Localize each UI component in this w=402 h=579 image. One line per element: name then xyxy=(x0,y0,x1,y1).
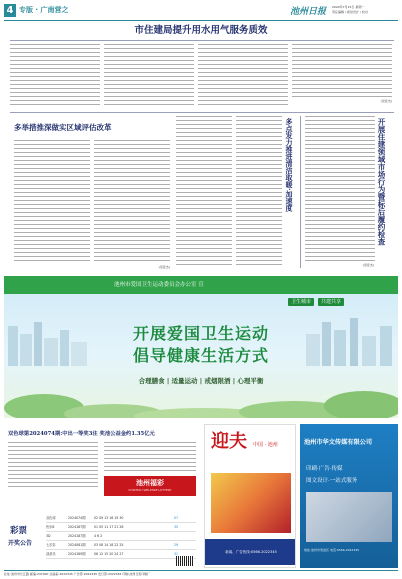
ad-image xyxy=(211,473,291,533)
main-article-col-3 xyxy=(198,44,288,106)
main-article-col-4 xyxy=(292,44,392,98)
lottery-table xyxy=(46,514,196,559)
footer-text: 社址:池州市长江路 邮编:247000 总编室:2022345 广告部:2022345 发行部:2022345 印刷:池州日报印刷厂 xyxy=(4,572,151,576)
lottery-logo-sub: CHIZHOU WELFARE LOTTERY xyxy=(128,488,172,492)
ad-big-char: 迎夫 xyxy=(211,431,247,452)
center-vertical-title: 多点发力推进清洁取暖·加速度 xyxy=(285,118,294,212)
ad-line-1: 印刷·广告·传媒 xyxy=(306,466,343,472)
table-row: 快乐8 2024187期 01 05 11 17 21 26 35 xyxy=(46,523,196,532)
table-row: 双色球 2024074期 02 09 13 16 19 30 07 xyxy=(46,514,196,523)
right-article-byline: (吴佳杰) xyxy=(362,263,374,267)
main-article-title: 市住建局提升用水用气服务质效 xyxy=(134,25,268,36)
banner-headline-2: 倡导健康生活方式 xyxy=(132,346,269,365)
ad-footer: 地址:池州市贵池区 电话:0566-2022345 xyxy=(304,548,360,552)
section-divider-1 xyxy=(10,112,394,113)
ad-red-text: 中国 · 池州 xyxy=(253,442,278,448)
table-row: 3D 2024187期 4 6 2 xyxy=(46,532,196,541)
banner-badge-2: 共建共享 xyxy=(318,298,344,306)
center-article-col-2 xyxy=(236,116,282,266)
masthead xyxy=(4,4,398,18)
table-row: 刮刮乐 2024189期 06 12 15 20 24 27 31 xyxy=(46,550,196,559)
lottery-text-1 xyxy=(8,442,98,488)
banner-slogan: 合理膳食 | 适量运动 | 戒烟限酒 | 心理平衡 xyxy=(138,377,264,385)
section-title: 专版 · 广南营之 xyxy=(19,6,69,14)
second-article-byline: (吴佳杰) xyxy=(158,265,170,269)
banner-headline-1: 开展爱国卫生运动 xyxy=(132,324,269,343)
second-article-col-2 xyxy=(94,140,170,264)
right-col-divider xyxy=(300,116,301,268)
table-row: 七乐彩 2024081期 03 08 14 18 22 25 29 xyxy=(46,541,196,550)
ad-company-name: 池州市华文传媒有限公司 xyxy=(304,439,373,446)
header-info-1: 2024年7月15日 星期一 xyxy=(332,5,365,9)
lottery-logo xyxy=(104,476,196,496)
lottery-block xyxy=(4,424,200,568)
paper-name-logo: 池州日报 xyxy=(290,7,327,17)
header-rule xyxy=(4,20,398,21)
right-article-col xyxy=(305,116,375,262)
page-number-badge: 4 xyxy=(4,4,16,17)
main-article-col-1 xyxy=(10,44,100,106)
main-article-col-2 xyxy=(104,44,194,106)
center-article-col-1 xyxy=(176,116,232,266)
main-title-rule xyxy=(10,40,394,41)
ad-bottom-bar: 新闻、广告热线:0566-2022345 xyxy=(205,539,296,565)
right-vertical-title: 开展住建领域市场行为暨标后履约检查 xyxy=(377,118,386,246)
ad-line-2: 图文设计·一站式服务 xyxy=(306,478,358,484)
lottery-title: 双色球第2024074期:中出一等奖3注 奖池公益金约1.35亿元 xyxy=(8,431,155,437)
header-info-2: 责任编辑 / 视觉设计 / 校对 xyxy=(332,10,368,14)
main-article-byline: (吴佳杰) xyxy=(380,99,392,103)
lottery-side-label xyxy=(6,516,44,564)
right-ad[interactable] xyxy=(300,424,398,568)
second-article-col-1 xyxy=(14,140,90,264)
side-label-1: 彩票 xyxy=(10,526,28,536)
tree-icon xyxy=(4,384,398,418)
middle-ad[interactable] xyxy=(204,424,296,568)
qr-code-icon[interactable] xyxy=(176,556,194,566)
side-label-2: 开奖公告 xyxy=(8,540,33,547)
banner-top-line: 池州市爱国卫生运动委员会办公室 宣 xyxy=(114,282,204,288)
ad-photo xyxy=(306,492,392,542)
health-banner xyxy=(4,276,398,418)
lottery-text-2 xyxy=(104,442,196,472)
second-article-title: 多举措推深做实区域评估改革 xyxy=(14,123,112,132)
lottery-logo-text: 池州福彩 xyxy=(136,479,164,487)
footer-rule xyxy=(4,570,398,571)
banner-badge-1: 卫生城市 xyxy=(288,298,314,306)
